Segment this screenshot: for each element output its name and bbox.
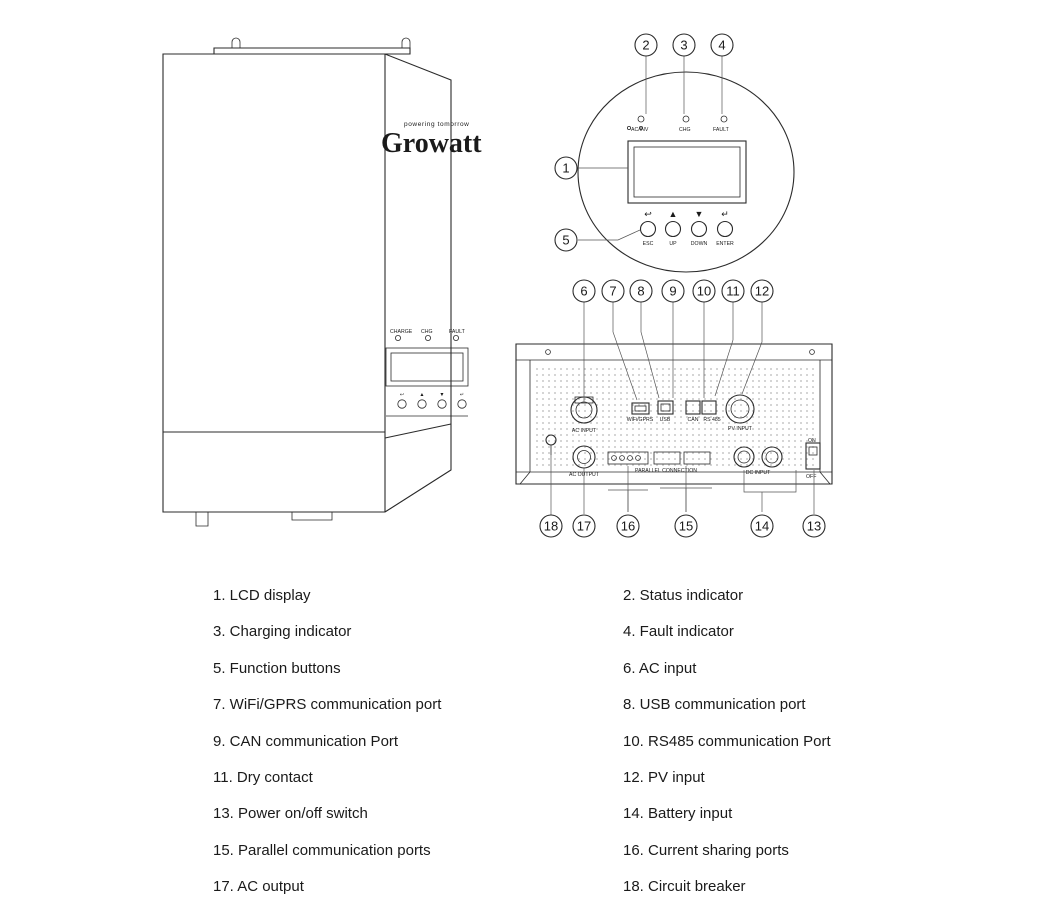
svg-text:▲: ▲: [419, 392, 425, 398]
led-label-ac-inv: AC/INV: [631, 127, 649, 133]
brand-wordmark: Growatt: [381, 128, 482, 159]
btn-label-esc: ESC: [642, 241, 654, 247]
svg-text:▼: ▼: [439, 392, 445, 398]
btn-glyph-up: ▲: [668, 209, 678, 219]
legend-item-13: 13. Power on/off switch: [213, 805, 368, 823]
label-dc-input: DC INPUT: [745, 470, 771, 476]
callout-6: 6: [580, 283, 588, 299]
callout-16: 16: [620, 518, 636, 534]
btn-label-down: DOWN: [690, 241, 708, 247]
btn-glyph-down: ▼: [694, 209, 704, 219]
led-label-chg: CHG: [679, 127, 691, 133]
front-control-area-small: [383, 329, 475, 416]
legend-item-18: 18. Circuit breaker: [623, 878, 746, 896]
legend-item-11: 11. Dry contact: [213, 769, 313, 787]
legend-item-9: 9. CAN communication Port: [213, 732, 399, 750]
callout-14: 14: [754, 518, 770, 534]
btn-glyph-esc: ↩: [644, 209, 652, 219]
svg-text:↩: ↩: [399, 392, 405, 398]
callouts-bottom-top: [573, 280, 773, 302]
callout-12: 12: [754, 283, 770, 299]
label-ac-output: AC OUTPUT: [569, 472, 599, 478]
lcd-display: [628, 141, 746, 203]
btn-glyph-enter: ↵: [721, 209, 729, 219]
legend-item-12: 12. PV input: [623, 769, 705, 787]
callout-11: 11: [726, 283, 740, 299]
btn-label-up: UP: [669, 241, 677, 247]
callout-15: 15: [678, 518, 694, 534]
callout-5: 5: [562, 232, 570, 248]
callout-9: 9: [669, 283, 677, 299]
legend-item-17: 17. AC output: [213, 878, 304, 896]
legend-item-8: 8. USB communication port: [623, 696, 806, 714]
legend-item-2: 2. Status indicator: [623, 587, 744, 604]
svg-text:CHARGE: CHARGE: [390, 329, 413, 335]
callout-8: 8: [637, 283, 645, 299]
legend-list: [0, 578, 1060, 896]
label-usb: USB: [659, 417, 671, 423]
legend-item-14: 14. Battery input: [623, 805, 733, 823]
legend-item-1: 1. LCD display: [213, 587, 311, 604]
label-ac-input: AC INPUT: [571, 428, 597, 434]
callout-13: 13: [806, 518, 822, 534]
callout-4: 4: [718, 37, 726, 53]
label-off: OFF: [806, 474, 817, 480]
label-parallel-connection: PARALLEL CONNECTION: [635, 468, 697, 474]
callout-2: 2: [642, 37, 650, 53]
callouts-bottom-bottom: [540, 515, 825, 537]
callout-10: 10: [696, 283, 712, 299]
svg-text:↵: ↵: [459, 392, 465, 398]
legend-item-15: 15. Parallel communication ports: [213, 841, 431, 859]
brand-tagline: powering tomorrow: [404, 121, 470, 128]
callout-7: 7: [609, 283, 617, 299]
callout-3: 3: [680, 37, 688, 53]
label-pv-input: PV INPUT: [728, 426, 752, 432]
inverter-front-view: [163, 38, 482, 526]
front-panel-detail: [555, 34, 794, 272]
legend-item-4: 4. Fault indicator: [623, 623, 734, 641]
legend-item-5: 5. Function buttons: [213, 659, 341, 677]
svg-text:FAULT: FAULT: [449, 329, 465, 335]
bottom-panel-view: [516, 280, 832, 537]
legend-item-10: 10. RS485 communication Port: [623, 732, 831, 750]
legend-item-6: 6. AC input: [623, 659, 697, 677]
callout-1: 1: [562, 160, 570, 176]
label-rs485: RS 485: [703, 417, 721, 423]
led-label-fault: FAULT: [713, 127, 729, 133]
callout-17: 17: [576, 518, 592, 534]
callout-18: 18: [543, 518, 559, 534]
svg-text:CHG: CHG: [421, 329, 433, 335]
legend-item-3: 3. Charging indicator: [213, 623, 352, 641]
label-wifi-gprs: WiFi/GPRS: [626, 417, 654, 423]
legend-item-16: 16. Current sharing ports: [623, 841, 789, 859]
label-on: ON: [808, 438, 816, 444]
legend-item-7: 7. WiFi/GPRS communication port: [213, 696, 442, 714]
label-can: CAN: [687, 417, 699, 423]
btn-label-enter: ENTER: [716, 241, 734, 247]
function-buttons: [641, 209, 735, 247]
led-indicators: [627, 116, 729, 133]
